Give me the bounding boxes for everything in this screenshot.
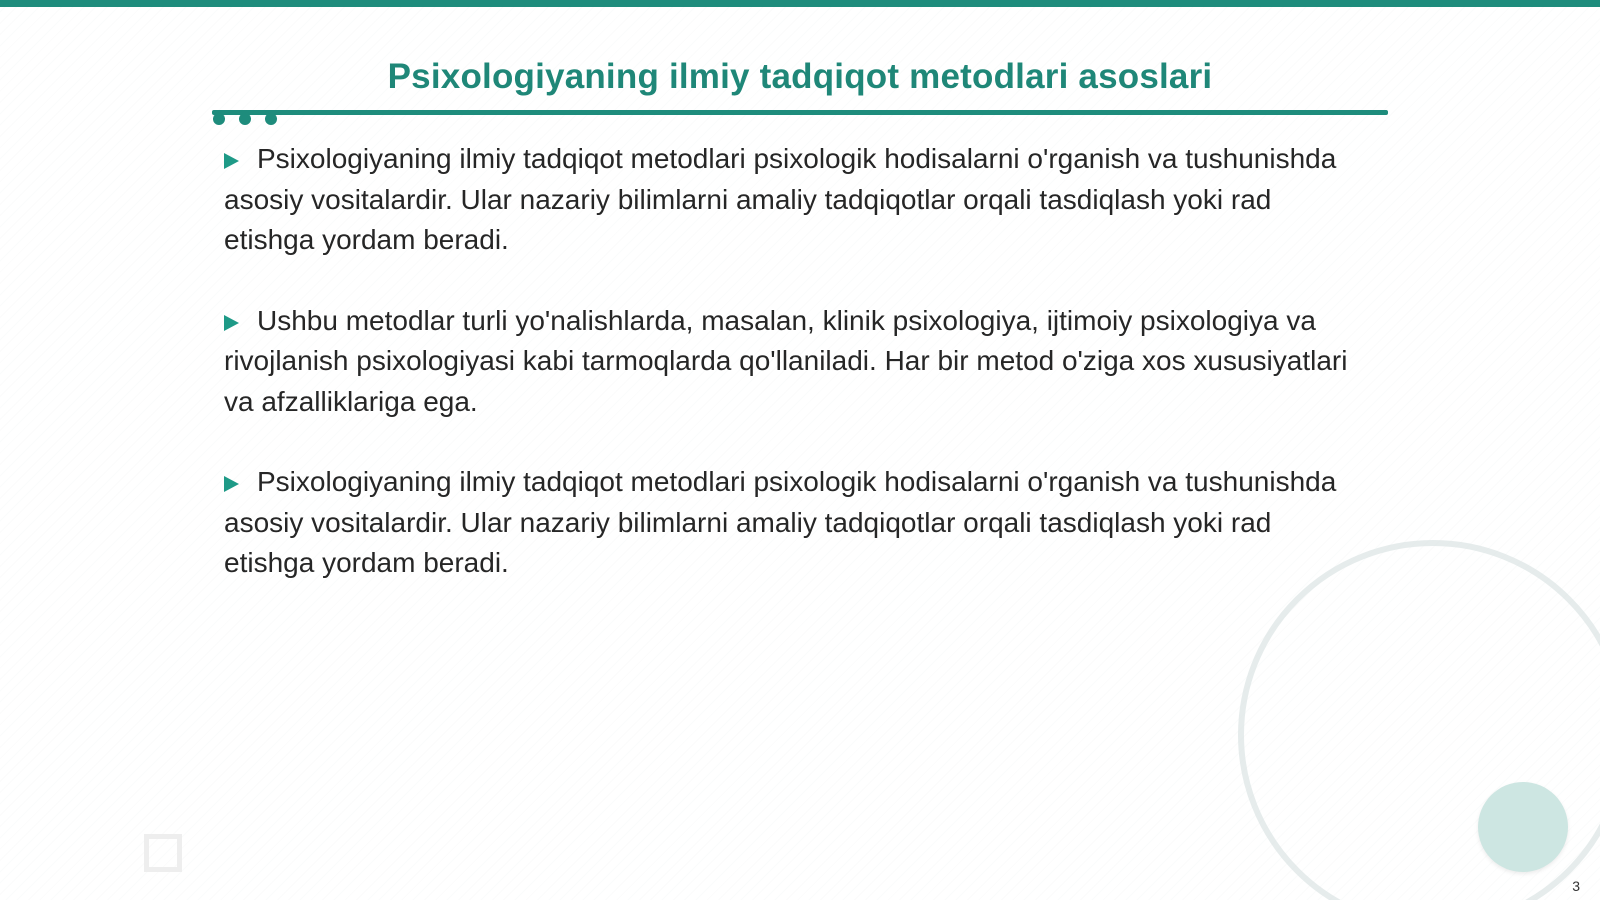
decorative-dot — [239, 113, 251, 125]
bullet-item — [224, 301, 1354, 423]
triangle-right-icon — [224, 476, 239, 492]
bullet-item — [224, 462, 1354, 584]
decorative-dot — [213, 113, 225, 125]
decorative-circle-filled — [1478, 782, 1568, 872]
bullet-text: Psixologiyaning ilmiy tadqiqot metodlari psixologik hodisalarni o'rganish va tushunishda asosiy vositalardir. Ular nazariy bilimlarni amaliy tadqiqotlar orqali tasdiqlash yoki rad etishga yordam beradi. — [224, 143, 1337, 255]
top-accent-bar — [0, 0, 1600, 7]
triangle-right-icon — [224, 153, 239, 169]
triangle-right-icon — [224, 315, 239, 331]
bullet-item — [224, 139, 1354, 261]
slide-title: Psixologiyaning ilmiy tadqiqot metodlari asoslari — [387, 57, 1213, 96]
decorative-dot — [265, 113, 277, 125]
title-underline — [212, 110, 1388, 115]
bullet-list — [224, 139, 1354, 624]
decorative-square — [144, 834, 182, 872]
page-number: 3 — [1572, 878, 1580, 894]
bullet-text: Ushbu metodlar turli yo'nalishlarda, masalan, klinik psixologiya, ijtimoiy psixologiya va rivojlanish psixologiyasi kabi tarmoqlarda qo'llaniladi. Har bir metod o'ziga xos xususiyatlari va afzalliklariga ega. — [224, 304, 1348, 417]
bullet-text: Psixologiyaning ilmiy tadqiqot metodlari psixologik hodisalarni o'rganish va tushunishda asosiy vositalardir. Ular nazariy bilimlarni amaliy tadqiqotlar orqali tasdiqlash yoki rad etishga yordam beradi. — [224, 466, 1337, 578]
